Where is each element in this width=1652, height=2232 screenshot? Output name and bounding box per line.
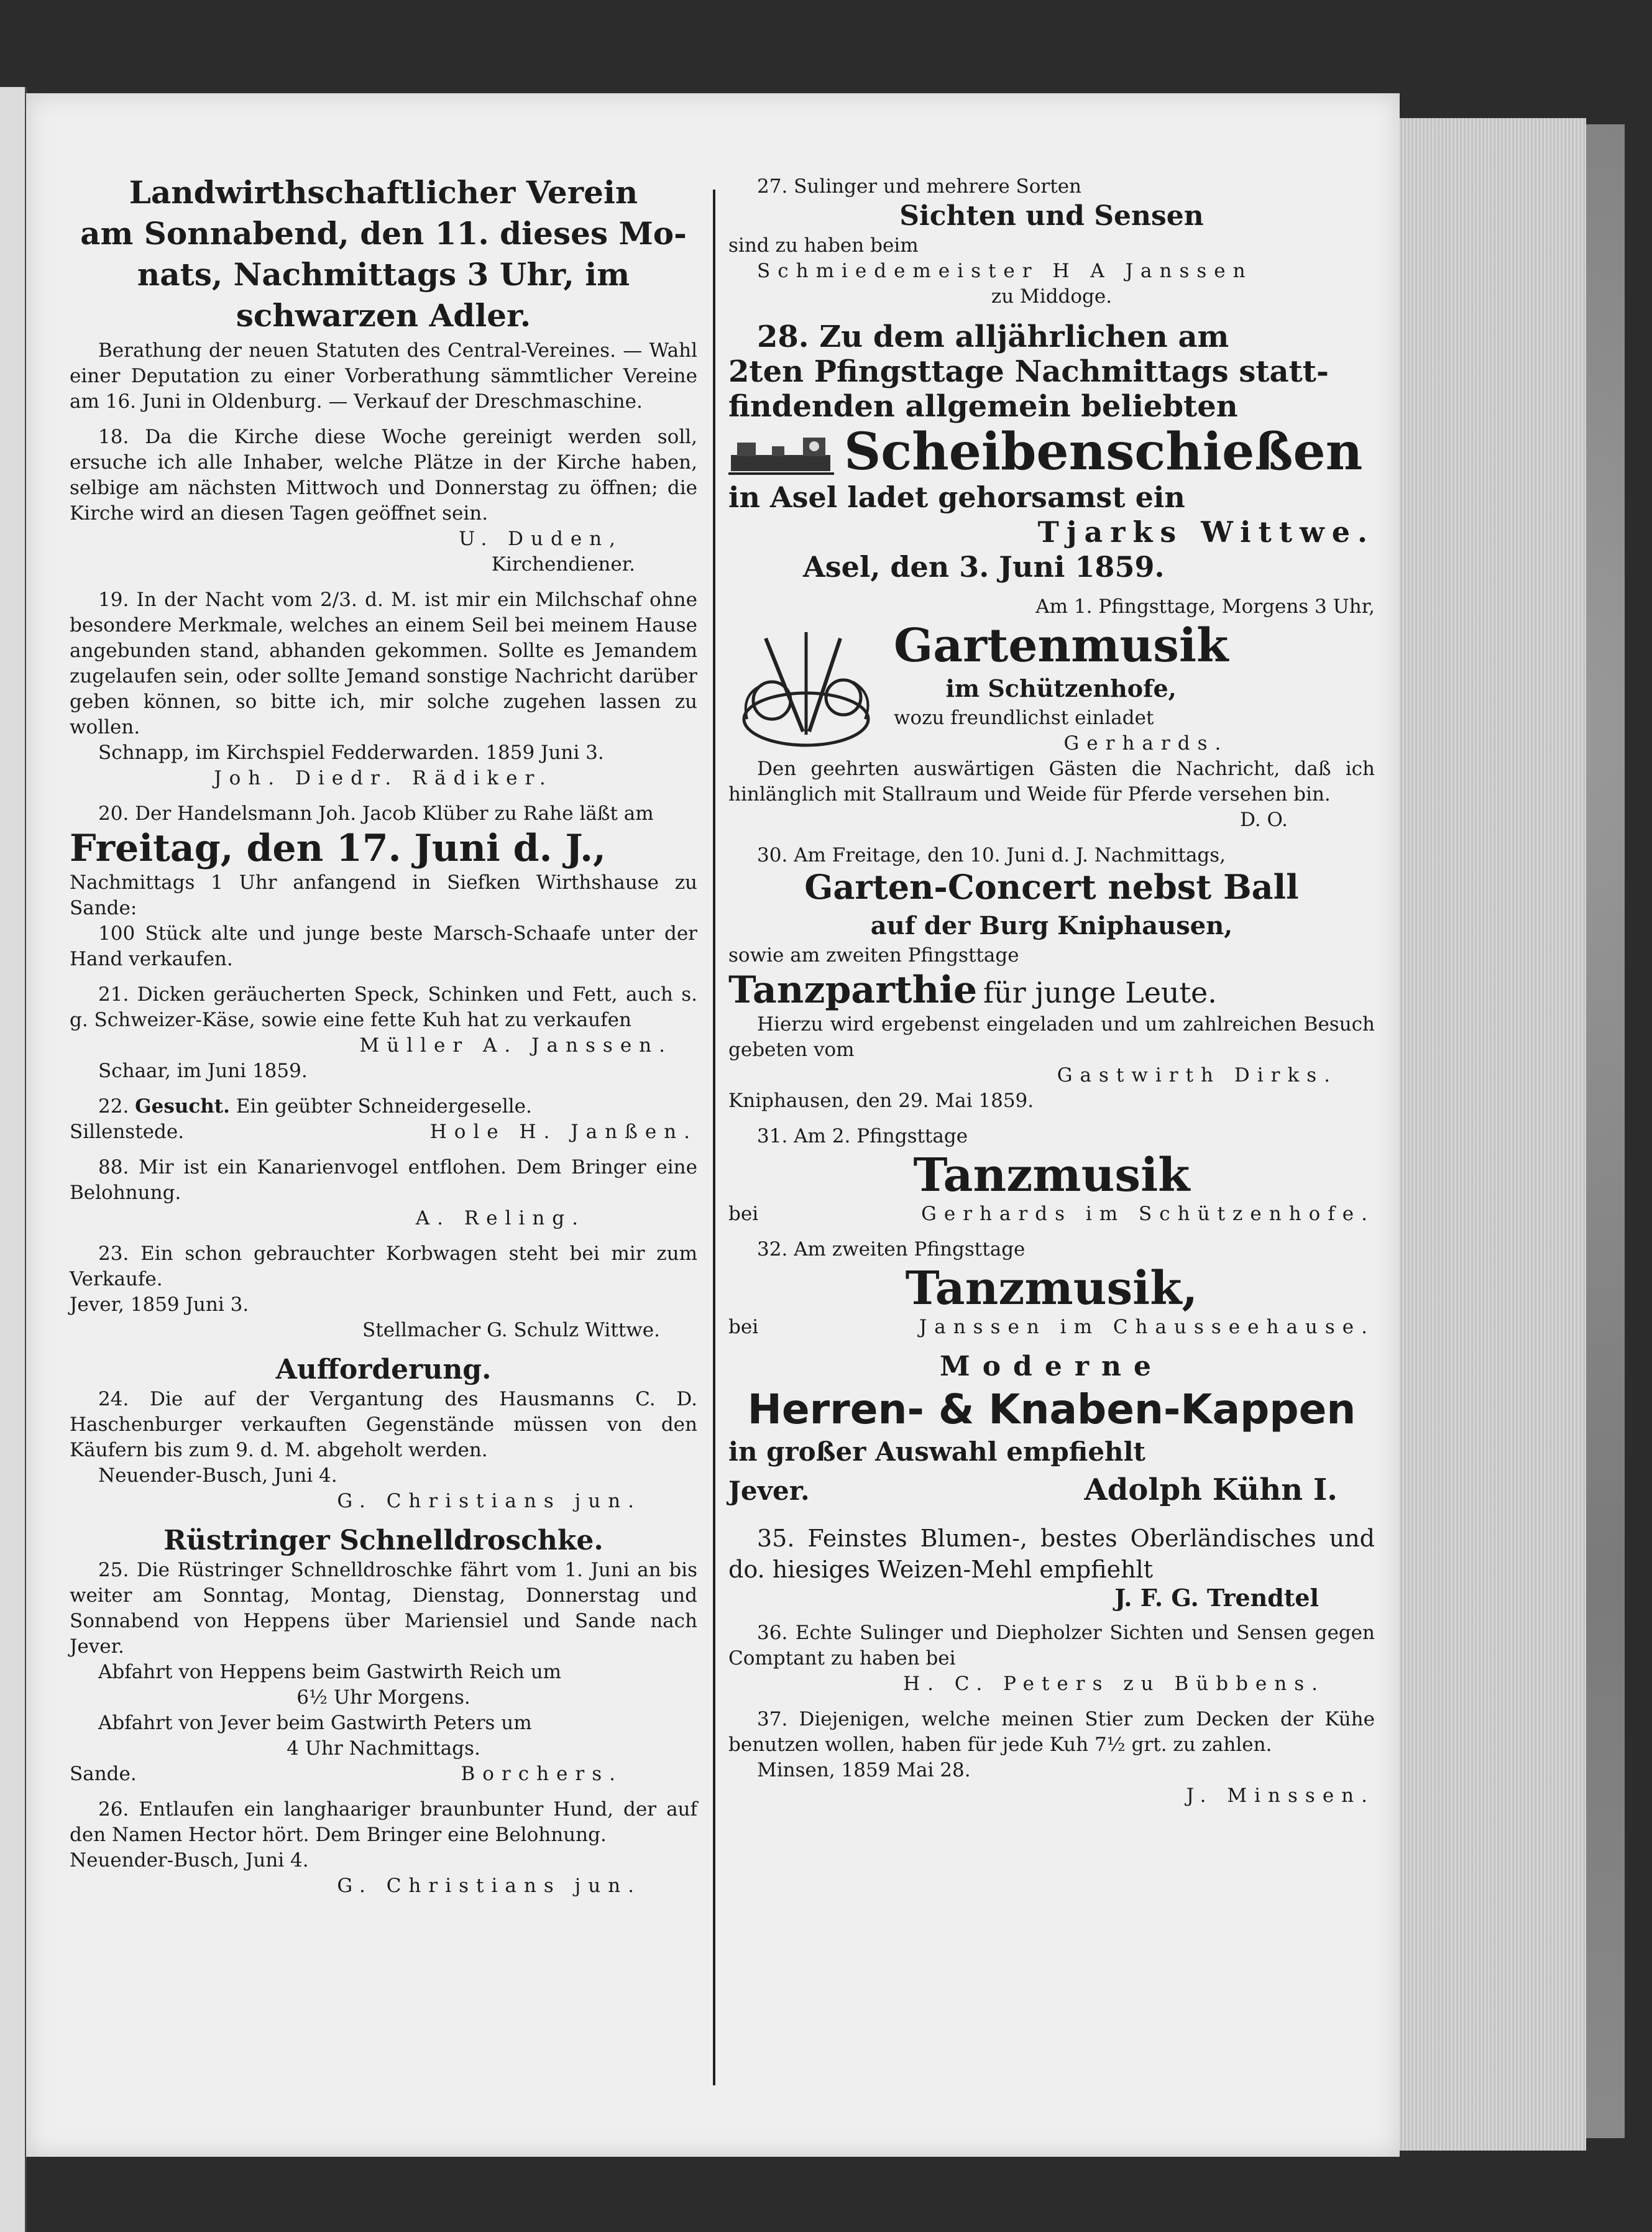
ad-signature: Müller A. Janssen. (359, 1034, 672, 1057)
ad-intro: 27. Sulinger und mehrere Sorten (757, 175, 1082, 198)
ad-intro: 31. Am 2. Pfingsttage (757, 1125, 968, 1147)
ad-signature: D. O. (1240, 809, 1288, 831)
ad-place: Schaar, im Juni 1859. (98, 1060, 308, 1082)
ad-title: Rüstringer Schnelldroschke. (163, 1525, 603, 1556)
ad-body: 21. Dicken geräucherten Speck, Schinken und Fett, auch s. g. Schweizer-Käse, sowie eine fette Kuh hat zu verkaufen (70, 983, 697, 1031)
ad-signature: G. Christians jun. (337, 1490, 641, 1512)
ad-intro: 32. Am zweiten Pfingsttage (757, 1238, 1026, 1261)
ad-body: 100 Stück alte und junge beste Marsch-Schaafe unter der Hand verkaufen. (70, 922, 697, 970)
ad-22 (70, 1094, 697, 1145)
ad-24 (70, 1353, 697, 1514)
ad-signature: Joh. Diedr. Rädiker. (214, 767, 553, 789)
ad-place: Jever. (728, 1476, 810, 1506)
ad-intro: 20. Der Handelsmann Joh. Jacob Klüber zu Rahe läßt am (98, 802, 654, 825)
ad-place: Neuender-Busch, Juni 4. (98, 1464, 337, 1487)
ad-signature: Stellmacher G. Schulz Wittwe. (362, 1319, 660, 1341)
page-block-edge (1400, 118, 1586, 2151)
ad-heading-line: Landwirthschaftlicher Verein (129, 174, 638, 211)
ad-26 (70, 1797, 697, 1899)
music-instruments-icon (728, 626, 884, 750)
ad-title: Gartenmusik (894, 619, 1229, 673)
shooting-target-icon (728, 424, 834, 480)
ad-number: 22. (98, 1095, 129, 1118)
ad-line: findenden allgemein beliebten (728, 389, 1238, 424)
ad-23 (70, 1241, 697, 1343)
ad-date: Freitag, den 17. Juni d. J., (70, 827, 606, 870)
ad-32 (728, 1237, 1375, 1340)
ad-departure: Abfahrt von Heppens beim Gastwirth Reich um (98, 1661, 562, 1683)
ad-signature-place: zu Middoge. (991, 285, 1113, 308)
ad-body: Berathung der neuen Statuten des Central-Vereines. — Wahl einer Deputation zu einer Vorberathung sämmtlicher Vereine am 16. Juni in Oldenburg. — Verkauf der Dreschmaschine. (70, 339, 697, 413)
ad-19 (70, 587, 697, 791)
ad-place: Asel, den 3. Juni 1859. (803, 550, 1165, 584)
ad-line: Moderne (940, 1351, 1163, 1382)
ad-place: Sillenstede. (70, 1121, 185, 1143)
ad-37 (728, 1707, 1375, 1809)
left-column (70, 93, 697, 1909)
ad-heading-line: nats, Nachmittags 3 Uhr, im (137, 256, 630, 293)
previous-page-edge (0, 87, 27, 2232)
ad-signature: G. Christians jun. (337, 1875, 641, 1897)
ad-body: 26. Entlaufen ein langhaariger braunbunter Hund, der auf den Namen Hector hört. Dem Bringer eine Belohnung. (70, 1798, 697, 1846)
ad-departure: Abfahrt von Jever beim Gastwirth Peters um (98, 1712, 532, 1734)
newspaper-page (26, 93, 1400, 2157)
ad-signature: H. C. Peters zu Bübbens. (903, 1673, 1325, 1695)
ad-title: Tanzmusik (913, 1149, 1190, 1202)
ad-body: in großer Auswahl empfiehlt (728, 1436, 1145, 1467)
ad-signature: U. Duden, (459, 528, 623, 550)
ad-body: bei (728, 1316, 759, 1338)
ad-body: Ein geübter Schneidergeselle. (236, 1095, 532, 1118)
ad-body: Hierzu wird ergebenst eingeladen und um zahlreichen Besuch gebeten vom (728, 1013, 1375, 1061)
ad-title: Sichten und Sensen (899, 200, 1204, 232)
ad-signature: Gerhards. (1063, 732, 1229, 755)
ad-line: in Asel ladet gehorsamst ein (728, 480, 1185, 514)
ad-title: Herren- & Knaben-Kappen (747, 1385, 1356, 1433)
ad-29 (728, 594, 1375, 833)
ad-subtitle: im Schützenhofe, (945, 674, 1177, 702)
ad-place: Schnapp, im Kirchspiel Fedderwarden. 1859 Juni 3. (98, 742, 604, 764)
ad-body: sind zu haben beim (728, 234, 919, 257)
ad-88 (70, 1155, 697, 1231)
ad-body: Nachmittags 1 Uhr anfangend in Siefken Wirthshause zu Sande: (70, 871, 697, 919)
ad-20 (70, 801, 697, 972)
ad-place: Kniphausen, den 29. Mai 1859. (728, 1090, 1034, 1112)
ad-30 (728, 843, 1375, 1114)
ad-subtitle: auf der Burg Kniphausen, (870, 911, 1233, 940)
ad-21 (70, 982, 697, 1084)
ad-body: 37. Diejenigen, welche meinen Stier zum Decken der Kühe benutzen wollen, haben für jede Kuh 7½ grt. zu zahlen. (728, 1708, 1375, 1756)
column-divider (713, 190, 715, 2085)
ad-body: Den geehrten auswärtigen Gästen die Nachricht, daß ich hinlänglich mit Stallraum und Weide für Pferde versehen bin. (728, 758, 1375, 806)
ad-signature: Tjarks Wittwe. (1037, 515, 1375, 549)
ad-signature: J. F. G. Trendtel (1114, 1584, 1319, 1612)
ad-place: Minsen, 1859 Mai 28. (757, 1759, 971, 1781)
ad-signature: Gerhards im Schützenhofe. (921, 1203, 1375, 1225)
ad-35 (728, 1523, 1375, 1610)
ad-line: 28. Zu dem alljährlichen am (757, 319, 1229, 354)
ad-body: 24. Die auf der Vergantung des Hausmanns C. D. Haschenburger verkauften Gegenstände müssen von den Käufern bis zum 9. d. M. abgeholt werden. (70, 1388, 697, 1461)
ad-28 (728, 319, 1375, 584)
ad-place: Sande. (70, 1763, 137, 1785)
ad-title: Aufforderung. (275, 1354, 492, 1385)
ad-title: Gesucht. (135, 1095, 230, 1118)
ad-signature-title: Kirchendiener. (491, 553, 635, 576)
ad-body: 88. Mir ist ein Kanarienvogel entflohen. Dem Bringer eine Belohnung. (70, 1156, 697, 1204)
ad-body: 23. Ein schon gebrauchter Korbwagen steht bei mir zum Verkaufe. (70, 1242, 697, 1290)
ad-18 (70, 425, 697, 577)
ad-body: 36. Echte Sulinger und Diepholzer Sichten und Sensen gegen Comptant zu haben bei (728, 1622, 1375, 1669)
ad-signature: A. Reling. (415, 1207, 585, 1229)
ad-25 (70, 1524, 697, 1787)
ad-intro: 30. Am Freitage, den 10. Juni d. J. Nachmittags, (757, 844, 1226, 866)
ad-body: 25. Die Rüstringer Schnelldroschke fährt vom 1. Juni an bis weiter am Sonntag, Montag, Dienstag, Donnerstag und Sonnabend von Heppens über Mariensiel und Sande nach Jever. (70, 1559, 697, 1658)
ad-intro: Am 1. Pfingsttage, Morgens 3 Uhr, (1035, 595, 1375, 618)
ad-signature: J. Minssen. (1186, 1784, 1375, 1807)
ad-title-suffix: für junge Leute. (983, 976, 1217, 1009)
ad-title: Garten-Concert nebst Ball (804, 867, 1299, 907)
ad-body: wozu freundlichst einladet (894, 707, 1154, 729)
ad-title: Tanzparthie (728, 968, 978, 1012)
ad-33 (728, 1350, 1375, 1513)
ad-title: Scheibenschießen (844, 422, 1363, 482)
ad-place: Jever, 1859 Juni 3. (70, 1293, 249, 1316)
ad-heading-line: schwarzen Adler. (236, 297, 531, 334)
ad-body: 18. Da die Kirche diese Woche gereinigt werden soll, ersuche ich alle Inhaber, welche Plätze in der Kirche haben, selbige am nächsten Mittwoch und Donnerstag zu öffnen; die Kirche wird an diesen Tagen geöffnet sein. (70, 426, 697, 525)
ad-line: 2ten Pfingsttage Nachmittags statt- (728, 354, 1329, 389)
ad-place: Neuender-Busch, Juni 4. (70, 1849, 309, 1871)
ad-27 (728, 174, 1375, 310)
ad-body: 35. Feinstes Blumen-, bestes Oberländisches und do. hiesiges Weizen-Mehl empfiehlt (728, 1525, 1375, 1583)
ad-signature: Hole H. Janßen. (429, 1121, 697, 1143)
ad-landwirthschaft (70, 174, 697, 415)
ad-heading-line: am Sonnabend, den 11. dieses Mo- (80, 215, 687, 252)
ad-body: bei (728, 1203, 759, 1225)
ad-signature: Gastwirth Dirks. (1057, 1064, 1338, 1086)
ad-signature: Schmiedemeister H A Janssen (757, 260, 1253, 282)
ad-departure-time: 4 Uhr Nachmittags. (287, 1737, 480, 1760)
ad-departure-time: 6½ Uhr Morgens. (296, 1686, 470, 1709)
ad-signature: Janssen im Chausseehause. (919, 1316, 1375, 1338)
ad-body: sowie am zweiten Pfingsttage (728, 944, 1019, 967)
ad-signature: Borchers. (461, 1763, 623, 1785)
ad-31 (728, 1124, 1375, 1227)
ad-body: 19. In der Nacht vom 2/3. d. M. ist mir ein Milchschaf ohne besondere Merkmale, welches an einem Seil bei meinem Hause angebunden stand, abhanden gekommen. Sollte es Jemandem zugelaufen sein, oder sollte Jemand sonstige Nachricht darüber geben können, so bitte ich, mir solche zugehen lassen zu wollen. (70, 589, 697, 738)
ad-signature: Adolph Kühn I. (1084, 1472, 1338, 1507)
ad-title: Tanzmusik, (905, 1262, 1198, 1315)
ad-36 (728, 1620, 1375, 1697)
right-column (728, 93, 1375, 1819)
